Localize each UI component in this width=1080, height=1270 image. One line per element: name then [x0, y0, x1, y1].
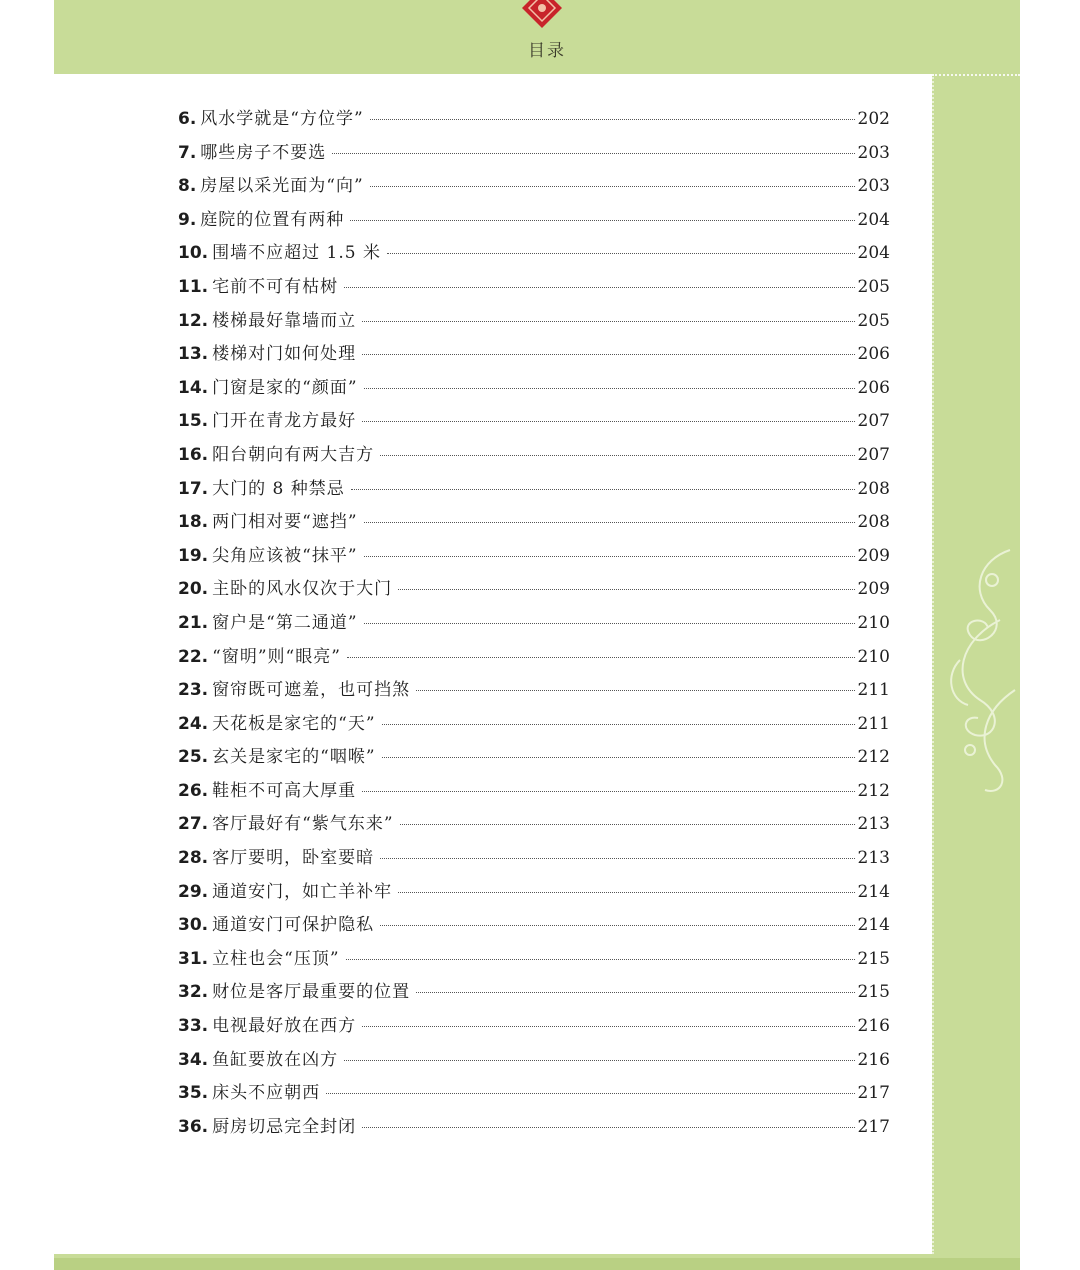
toc-entry-page: 210 — [857, 646, 890, 667]
dot-leader — [364, 522, 855, 523]
toc-entry-number: 35. — [178, 1083, 209, 1104]
toc-entry-page: 204 — [857, 209, 890, 230]
toc-entry-title: 庭院的位置有两种 — [200, 209, 345, 230]
toc-entry-title: 玄关是家宅的“咽喉” — [212, 747, 376, 768]
toc-entry-page: 206 — [857, 344, 890, 365]
toc-entry-title: 主卧的风水仅次于大门 — [212, 579, 393, 600]
toc-entry-page: 215 — [857, 948, 890, 969]
toc-entry-number: 33. — [178, 1016, 209, 1037]
toc-entry-title: 哪些房子不要选 — [200, 142, 327, 163]
dot-leader — [370, 186, 855, 187]
toc-entry-title: 通道安门，如亡羊补牢 — [212, 881, 393, 902]
toc-entry-number: 23. — [178, 680, 209, 701]
dot-leader — [326, 1093, 854, 1094]
toc-entry-page: 216 — [857, 1049, 890, 1070]
toc-entry-page: 203 — [857, 176, 890, 197]
toc-entry — [178, 306, 890, 340]
toc-entry — [178, 507, 890, 541]
toc-entry-title: “窗明”则“眼亮” — [212, 646, 341, 667]
dot-leader — [380, 455, 854, 456]
toc-entry-number: 27. — [178, 814, 209, 835]
toc-entry — [178, 1011, 890, 1045]
toc-entry-number: 22. — [178, 646, 209, 667]
toc-entry-page: 213 — [857, 814, 890, 835]
dot-leader — [351, 489, 855, 490]
toc-entry-page: 208 — [857, 512, 890, 533]
decorative-dotted-line — [932, 74, 1020, 76]
toc-entry-number: 20. — [178, 579, 209, 600]
toc-entry — [178, 474, 890, 508]
toc-entry-title: 窗帘既可遮羞，也可挡煞 — [212, 680, 411, 701]
toc-entry-title: 宅前不可有枯树 — [212, 276, 339, 297]
toc-entry-number: 19. — [178, 545, 209, 566]
toc-entry-page: 203 — [857, 142, 890, 163]
toc-entry-page: 208 — [857, 478, 890, 499]
toc-entry-page: 207 — [857, 411, 890, 432]
toc-entry-page: 204 — [857, 243, 890, 264]
toc-entry-title: 窗户是“第二通道” — [212, 612, 358, 633]
toc-entry-number: 28. — [178, 848, 209, 869]
floral-swirl-icon — [940, 540, 1020, 800]
toc-entry-number: 26. — [178, 780, 209, 801]
table-of-contents — [178, 104, 890, 1145]
toc-entry-page: 217 — [857, 1116, 890, 1137]
toc-entry — [178, 406, 890, 440]
toc-entry-title: 大门的 8 种禁忌 — [212, 478, 345, 499]
toc-entry-title: 天花板是家宅的“天” — [212, 713, 376, 734]
toc-entry — [178, 104, 890, 138]
dot-leader — [362, 321, 854, 322]
decorative-dotted-border — [932, 74, 934, 1254]
toc-entry — [178, 709, 890, 743]
toc-entry-page: 211 — [857, 680, 890, 701]
dot-leader — [362, 421, 854, 422]
toc-entry-number: 36. — [178, 1116, 209, 1137]
toc-entry-title: 门窗是家的“颜面” — [212, 377, 358, 398]
toc-entry — [178, 742, 890, 776]
toc-entry-title: 立柱也会“压顶” — [212, 948, 340, 969]
dot-leader — [416, 690, 854, 691]
toc-entry — [178, 1078, 890, 1112]
toc-entry-number: 25. — [178, 747, 209, 768]
toc-entry-page: 216 — [857, 1016, 890, 1037]
toc-entry-title: 围墙不应超过 1.5 米 — [212, 243, 381, 264]
dot-leader — [364, 623, 855, 624]
dot-leader — [347, 657, 855, 658]
toc-entry-title: 通道安门可保护隐私 — [212, 915, 375, 936]
dot-leader — [387, 253, 855, 254]
toc-entry — [178, 541, 890, 575]
toc-entry-page: 209 — [857, 545, 890, 566]
toc-entry-title: 两门相对要“遮挡” — [212, 512, 358, 533]
toc-entry-page: 202 — [857, 109, 890, 129]
toc-entry — [178, 339, 890, 373]
toc-entry — [178, 642, 890, 676]
toc-entry — [178, 1112, 890, 1146]
toc-panel — [54, 74, 932, 1254]
toc-entry — [178, 608, 890, 642]
toc-entry-number: 13. — [178, 344, 209, 365]
toc-entry-title: 门开在青龙方最好 — [212, 411, 357, 432]
dot-leader — [398, 892, 854, 893]
toc-entry-number: 29. — [178, 881, 209, 902]
toc-entry — [178, 877, 890, 911]
toc-entry-number: 31. — [178, 948, 209, 969]
dot-leader — [344, 287, 854, 288]
dot-leader — [362, 1026, 854, 1027]
dot-leader — [346, 959, 855, 960]
toc-entry-title: 鞋柜不可高大厚重 — [212, 780, 357, 801]
dot-leader — [380, 858, 854, 859]
toc-entry — [178, 977, 890, 1011]
toc-entry — [178, 138, 890, 172]
toc-entry-number: 32. — [178, 982, 209, 1003]
toc-entry-number: 6. — [178, 109, 197, 129]
toc-entry-number: 7. — [178, 142, 197, 163]
toc-entry — [178, 574, 890, 608]
toc-entry-number: 16. — [178, 444, 209, 465]
toc-entry — [178, 440, 890, 474]
dot-leader — [362, 1127, 854, 1128]
toc-entry-number: 24. — [178, 713, 209, 734]
toc-entry-title: 阳台朝向有两大吉方 — [212, 444, 375, 465]
toc-entry-page: 209 — [857, 579, 890, 600]
toc-entry-title: 风水学就是“方位学” — [200, 109, 364, 129]
toc-entry-number: 21. — [178, 612, 209, 633]
toc-entry-number: 14. — [178, 377, 209, 398]
toc-entry-number: 18. — [178, 512, 209, 533]
dot-leader — [382, 724, 855, 725]
dot-leader — [382, 757, 855, 758]
toc-entry-page: 214 — [857, 881, 890, 902]
toc-entry-page: 215 — [857, 982, 890, 1003]
dot-leader — [332, 153, 854, 154]
toc-entry-page: 205 — [857, 276, 890, 297]
dot-leader — [362, 791, 854, 792]
toc-entry-number: 17. — [178, 478, 209, 499]
toc-entry — [178, 1045, 890, 1079]
page-bottom-band — [54, 1258, 1020, 1270]
toc-entry — [178, 776, 890, 810]
toc-entry-page: 212 — [857, 780, 890, 801]
toc-entry-page: 210 — [857, 612, 890, 633]
toc-entry — [178, 809, 890, 843]
dot-leader — [416, 992, 854, 993]
toc-entry — [178, 171, 890, 205]
toc-entry-title: 床头不应朝西 — [212, 1083, 321, 1104]
toc-entry-title: 房屋以采光面为“向” — [200, 176, 364, 197]
toc-entry-page: 213 — [857, 848, 890, 869]
dot-leader — [370, 119, 855, 120]
toc-entry-title: 鱼缸要放在凶方 — [212, 1049, 339, 1070]
dot-leader — [380, 925, 854, 926]
dot-leader — [398, 589, 854, 590]
page-title: 目录 — [528, 41, 566, 61]
dot-leader — [400, 824, 855, 825]
toc-entry-number: 34. — [178, 1049, 209, 1070]
toc-entry — [178, 272, 890, 306]
toc-entry — [178, 843, 890, 877]
toc-entry-page: 206 — [857, 377, 890, 398]
toc-entry-number: 12. — [178, 310, 209, 331]
toc-entry-number: 15. — [178, 411, 209, 432]
toc-entry-title: 电视最好放在西方 — [212, 1016, 357, 1037]
toc-entry — [178, 675, 890, 709]
toc-entry-page: 212 — [857, 747, 890, 768]
ornament-icon — [520, 0, 564, 30]
toc-entry-page: 205 — [857, 310, 890, 331]
toc-entry — [178, 944, 890, 978]
toc-entry-title: 财位是客厅最重要的位置 — [212, 982, 411, 1003]
toc-entry-title: 客厅最好有“紫气东来” — [212, 814, 394, 835]
toc-entry-page: 214 — [857, 915, 890, 936]
toc-entry — [178, 910, 890, 944]
toc-entry-number: 10. — [178, 243, 209, 264]
toc-entry-title: 尖角应该被“抹平” — [212, 545, 358, 566]
dot-leader — [344, 1060, 854, 1061]
toc-entry — [178, 205, 890, 239]
toc-entry-number: 11. — [178, 276, 209, 297]
book-page — [54, 0, 1020, 1270]
toc-entry-number: 8. — [178, 176, 197, 197]
toc-entry-number: 9. — [178, 209, 197, 230]
dot-leader — [364, 388, 855, 389]
dot-leader — [350, 220, 854, 221]
toc-entry-title: 厨房切忌完全封闭 — [212, 1116, 357, 1137]
toc-entry-number: 30. — [178, 915, 209, 936]
toc-entry — [178, 373, 890, 407]
toc-entry-page: 207 — [857, 444, 890, 465]
toc-entry-title: 楼梯对门如何处理 — [212, 344, 357, 365]
dot-leader — [362, 354, 854, 355]
toc-entry-page: 217 — [857, 1083, 890, 1104]
dot-leader — [364, 556, 855, 557]
toc-entry-page: 211 — [857, 713, 890, 734]
toc-entry-title: 楼梯最好靠墙而立 — [212, 310, 357, 331]
toc-entry — [178, 238, 890, 272]
toc-entry-title: 客厅要明，卧室要暗 — [212, 848, 375, 869]
